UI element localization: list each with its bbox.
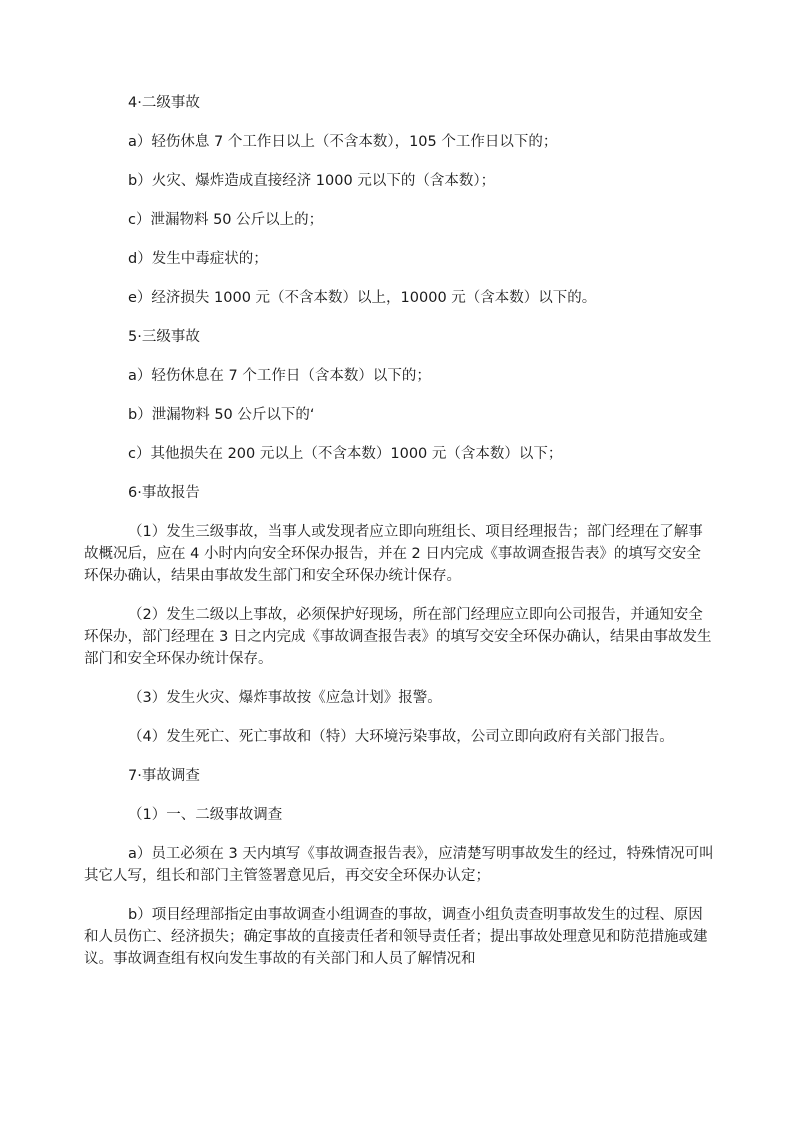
- list-item: d）发生中毒症状的；: [128, 251, 268, 267]
- paragraph: （3）发生火灾、爆炸事故按《应急计划》报警。: [128, 690, 442, 706]
- list-item: a）轻伤休息在 7 个工作日（含本数）以下的；: [128, 368, 431, 384]
- section-heading-accident-investigation: 7·事故调查: [128, 768, 200, 784]
- section-heading-accident-report: 6·事故报告: [128, 485, 200, 501]
- list-item: a）轻伤休息 7 个工作日以上（不含本数），105 个工作日以下的；: [128, 134, 558, 150]
- paragraph: （1）发生三级事故，当事人或发现者应立即向班组长、项目经理报告；部门经理在了解事故概况后，应在 4 小时内向安全环保办报告，并在 2 日内完成《事故调查报告表》的填写交安全环保办确认，结果由事故发生部门和安全环保办统计保存。: [84, 524, 703, 584]
- list-item: b）泄漏物料 50 公斤以下的‘: [128, 407, 315, 423]
- list-item: c）泄漏物料 50 公斤以上的；: [128, 212, 324, 228]
- section-heading-level3-accident: 5·三级事故: [128, 329, 200, 345]
- list-item: b）火灾、爆炸造成直接经济 1000 元以下的（含本数）；: [128, 173, 496, 189]
- subsection-heading: （1）一、二级事故调查: [128, 807, 283, 823]
- paragraph: （4）发生死亡、死亡事故和（特）大环境污染事故，公司立即向政府有关部门报告。: [128, 729, 674, 745]
- paragraph: b）项目经理部指定由事故调查小组调查的事故，调查小组负责查明事故发生的过程、原因和人员伤亡、经济损失；确定事故的直接责任者和领导责任者；提出事故处理意见和防范措施或建议。事故调查组有权向发生事故的有关部门和人员了解情况和: [84, 907, 708, 967]
- paragraph: （2）发生二级以上事故，必须保护好现场，所在部门经理应立即向公司报告，并通知安全环保办，部门经理在 3 日之内完成《事故调查报告表》的填写交安全环保办确认，结果由事故发生部门和安全环保办统计保存。: [84, 607, 712, 667]
- document-body: [84, 92, 714, 987]
- paragraph: a）员工必须在 3 天内填写《事故调查报告表》，应清楚写明事故发生的经过，特殊情况可叫其它人写，组长和部门主管签署意见后，再交安全环保办认定；: [84, 846, 714, 884]
- list-item: c）其他损失在 200 元以上（不含本数）1000 元（含本数）以下；: [128, 446, 563, 462]
- section-heading-level2-accident: 4·二级事故: [128, 95, 200, 111]
- list-item: e）经济损失 1000 元（不含本数）以上，10000 元（含本数）以下的。: [128, 290, 597, 306]
